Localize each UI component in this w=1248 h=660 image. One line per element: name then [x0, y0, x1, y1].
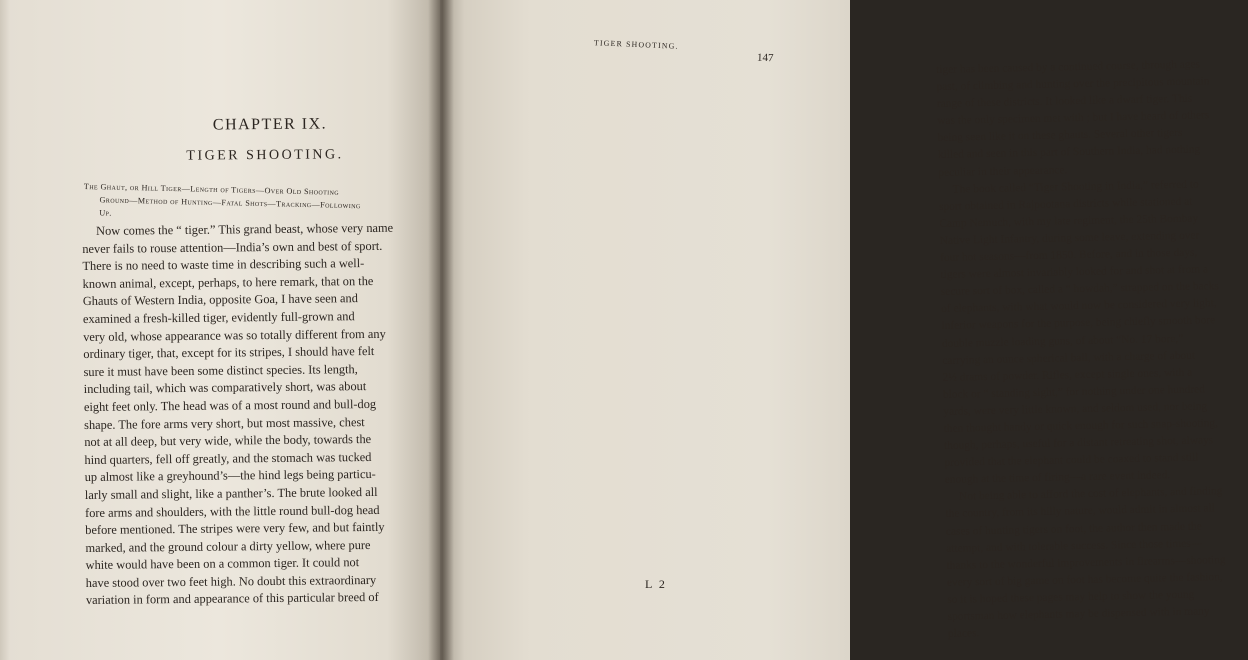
text-line: so it is hoped these pages may help to show the young: [947, 588, 1195, 606]
text-line: Ghauts of Western India, opposite Goa, I have seen and: [82, 291, 358, 309]
text-line: Native Light Infantry, during some leave, extending over: [939, 229, 1200, 247]
text-line: cases of hunting tigers on foot, the author then made the: [945, 520, 1202, 538]
chapter-title: TIGER SHOOTING.: [186, 147, 344, 164]
text-line: though, perhaps, useful for a distant retreating shot, always: [943, 434, 1214, 452]
chapter-number: CHAPTER IX.: [212, 115, 328, 134]
text-line: There is no need to waste time in describing such a well-: [82, 256, 365, 274]
text-line: was the only specimen met with ; but I have heard of others: [937, 109, 1210, 128]
text-line: tigers were almost invariably looked for and shot at from a: [940, 263, 1209, 282]
text-line: marked, and the ground colour a dirty yellow, where pure: [85, 537, 371, 555]
text-line: eight feet only. The head was of a most round and bull-dog: [83, 396, 377, 414]
text-line: provided that the elephant could be coaxed to stand still: [944, 451, 1199, 470]
text-line: places.: [947, 627, 980, 640]
text-line: of elephants, with what would now be considered very light,: [941, 297, 1217, 316]
text-line: peculiar in their appearance.: [938, 163, 1068, 179]
text-line: known animal, except, perhaps, to here remark, that on the: [82, 273, 374, 291]
text-line: carrying an ounce spherical ball, with a charge of about: [942, 349, 1196, 367]
text-line: inferior weapons for the purpose, being chiefly smooth bore: [941, 314, 1216, 333]
text-line: up almost like a greyhound’s—the hind legs being particu-: [84, 467, 376, 485]
text-line: the country, from its hilly nature, would admit in almost all: [945, 502, 1215, 521]
text-line: being seen like it on these ghauts. Several other tigers: [937, 127, 1183, 145]
text-line: fore arms and shoulders, with the little round bull-dog head: [84, 502, 380, 520]
left-page: [0, 0, 440, 660]
text-line: 2½ drams of powder. Rifles, except single ones, with a: [942, 366, 1193, 384]
text-line: Camp Nemuch, with my late regiment, the 25th Bombay: [939, 212, 1199, 230]
text-line: very old, whose appearance was so totally different from any: [83, 326, 386, 344]
text-line: Now comes the “ tiger.” This grand beast, whose very name: [96, 220, 394, 238]
summary-line: Up.: [99, 208, 112, 218]
text-line: ordinary tiger, that, except for its stripes, I should have felt: [83, 344, 375, 362]
text-line: white would have been on a common tiger. It could not: [85, 555, 360, 573]
text-line: yards, were very little known, and seldom used, nor being: [943, 400, 1208, 418]
text-line: secure sort of box, called a “ howdah,” strapped on the backs: [940, 280, 1219, 299]
text-line: larly small and slight, like a panther’s. The brute looked all: [84, 484, 378, 502]
text-line: hind quarters, fell off greatly, and the stomach was tucked: [84, 449, 372, 467]
text-line: block or “ standing sight,” for nothing under one hundred: [942, 383, 1205, 401]
text-line: including tail, which was comparatively short, was about: [83, 379, 367, 397]
text-line: never fails to rouse attention—India’s own and best of sport.: [82, 238, 383, 256]
text-line: shape. The fore arms very short, but most massive, chest: [84, 414, 365, 432]
text-line: not at all deep, but very wide, while the body, towards the: [84, 432, 372, 450]
text-line: The book called “Tiger Shooting in India,” referred to: [952, 178, 1199, 196]
right-page-body: [936, 56, 1248, 643]
right-page: [440, 0, 1226, 660]
summary-line: The Ghaut, or Hill Tiger—Length of Tigers—Over Old Shooting: [83, 181, 340, 197]
text-line: enough at the time of firing—a rare event indeed.: [944, 469, 1171, 487]
text-line: Not being able to afford the cost of elephants, and finding: [958, 485, 1223, 503]
running-head: TIGER SHOOTING.: [593, 38, 679, 51]
signature-mark: L 2: [645, 577, 667, 591]
text-line: before mentioned. The stripes were very few, and but faintly: [85, 519, 385, 538]
book-gutter: [428, 0, 454, 660]
text-line: variation in form and appearance of this particular breed of: [85, 590, 379, 608]
text-line: past, of climbing and hunting over the precipitous mountain: [936, 75, 1210, 94]
text-line: examined a fresh-killed tiger, evidently full-grown and: [82, 309, 355, 326]
text-line: sure it must have been some distinct species. Its length,: [83, 361, 358, 379]
page-number: 147: [756, 51, 774, 65]
left-page-body: [82, 220, 416, 610]
text-line: killed and seen in this part of Southern India, had nothing: [937, 143, 1201, 162]
text-line: have stood over two feet high. No doubt this extraordinary: [85, 572, 377, 590]
text-line: four hot seasons—from 1850. Before, and in those days,: [939, 246, 1198, 264]
text-line: range of these districts. It looked like a dwarf tiger. This: [936, 92, 1193, 111]
text-line: then thought handy or quick enough for such snap-shooting,: [943, 417, 1219, 435]
text-line: sportsman how elephants may be dispensed with in many: [947, 605, 1210, 623]
text-line: attempt, and with tolerable success. Since those times—: [946, 537, 1203, 555]
page-edge: [0, 0, 10, 660]
text-line: sport obtained in Rajpootana districts while stationed at: [938, 195, 1193, 213]
text-line: tiger has been caused by a continued course, through ages: [936, 58, 1201, 76]
text-line: thanks to the wonderful improvements in firearms—shooting: [946, 553, 1226, 572]
summary-line: Ground—Method of Hunting—Fatal Shots—Tracking—Following: [99, 195, 361, 211]
text-line: every sort of big game on foot has become quite the fashion,: [946, 570, 1223, 589]
text-line: double muzzle loading guns, of about “No. 17 bore,”: [941, 332, 1184, 350]
